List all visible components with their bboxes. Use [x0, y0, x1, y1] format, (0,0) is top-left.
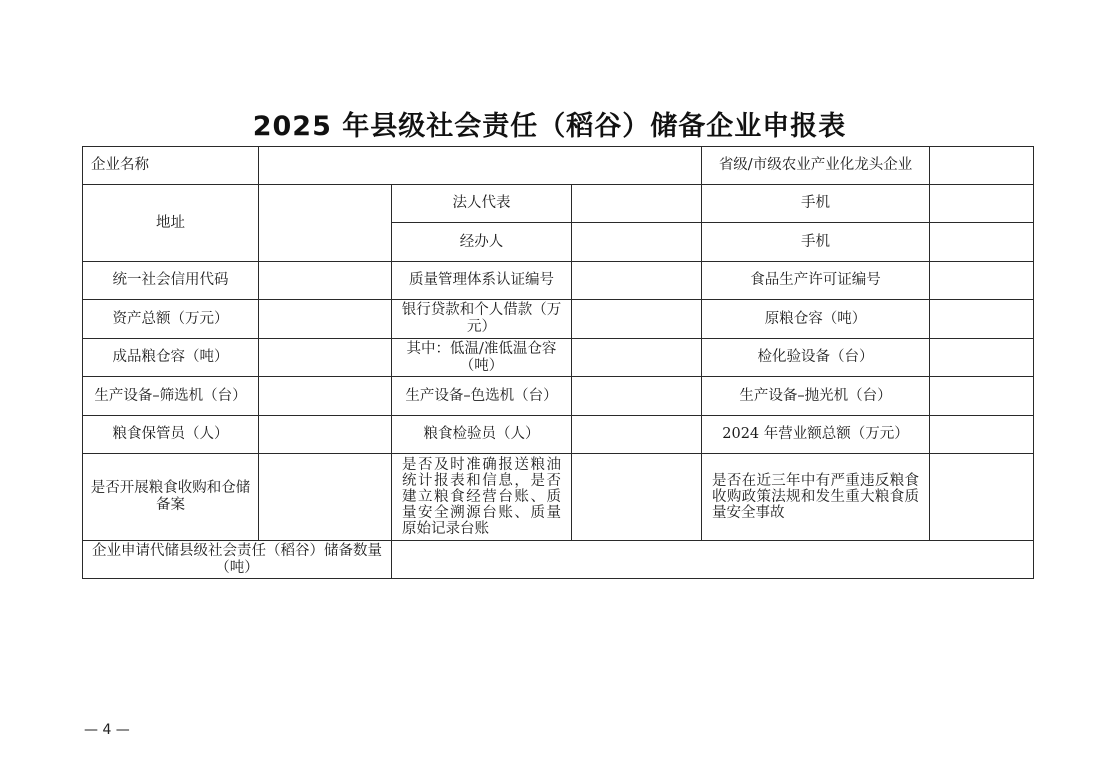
phone-field-2[interactable]: [930, 223, 1034, 262]
quality-cert-label: 质量管理体系认证编号: [392, 262, 572, 300]
phone-label-1: 手机: [702, 185, 930, 223]
screening-machine-label: 生产设备–筛选机（台）: [83, 377, 259, 416]
leading-enterprise-field[interactable]: [930, 147, 1034, 185]
purchase-storage-field[interactable]: [259, 454, 392, 541]
testing-equipment-field[interactable]: [930, 339, 1034, 377]
credit-code-label: 统一社会信用代码: [83, 262, 259, 300]
handler-field[interactable]: [572, 223, 702, 262]
inspectors-label: 粮食检验员（人）: [392, 416, 572, 454]
table-row: [83, 147, 1034, 185]
finished-grain-capacity-field[interactable]: [259, 339, 392, 377]
application-form-table: [82, 146, 1034, 579]
legal-rep-field[interactable]: [572, 185, 702, 223]
screening-machine-field[interactable]: [259, 377, 392, 416]
total-assets-label: 资产总额（万元）: [83, 300, 259, 339]
food-license-field[interactable]: [930, 262, 1034, 300]
legal-rep-label: 法人代表: [392, 185, 572, 223]
total-assets-field[interactable]: [259, 300, 392, 339]
handler-label: 经办人: [392, 223, 572, 262]
revenue-label: 2024 年营业额总额（万元）: [702, 416, 930, 454]
phone-field-1[interactable]: [930, 185, 1034, 223]
testing-equipment-label: 检化验设备（台）: [702, 339, 930, 377]
finished-grain-capacity-label: 成品粮仓容（吨）: [83, 339, 259, 377]
table-row: [83, 541, 1034, 579]
color-sorter-field[interactable]: [572, 377, 702, 416]
table-row: [83, 454, 1034, 541]
low-temp-capacity-field[interactable]: [572, 339, 702, 377]
raw-grain-capacity-label: 原粮仓容（吨）: [702, 300, 930, 339]
company-name-field[interactable]: [259, 147, 702, 185]
table-row: [83, 262, 1034, 300]
reserve-quantity-field[interactable]: [392, 541, 1034, 579]
table-row: [83, 300, 1034, 339]
credit-code-field[interactable]: [259, 262, 392, 300]
leading-enterprise-label: 省级/市级农业产业化龙头企业: [702, 147, 930, 185]
inspectors-field[interactable]: [572, 416, 702, 454]
keepers-field[interactable]: [259, 416, 392, 454]
revenue-field[interactable]: [930, 416, 1034, 454]
table-row: [83, 185, 1034, 223]
statistics-field[interactable]: [572, 454, 702, 541]
page-title: 2025 年县级社会责任（稻谷）储备企业申报表: [252, 111, 847, 142]
violations-label: 是否在近三年中有严重违反粮食收购政策法规和发生重大粮食质量安全事故: [702, 454, 930, 541]
table-row: [83, 377, 1034, 416]
address-field[interactable]: [259, 185, 392, 262]
table-row: [83, 339, 1034, 377]
statistics-label: 是否及时准确报送粮油统计报表和信息，是否建立粮食经营台账、质量安全溯源台账、质量原始记录台账: [392, 454, 572, 541]
polisher-label: 生产设备–抛光机（台）: [702, 377, 930, 416]
quality-cert-field[interactable]: [572, 262, 702, 300]
reserve-quantity-label: 企业申请代储县级社会责任（稻谷）储备数量（吨）: [83, 541, 392, 579]
color-sorter-label: 生产设备–色选机（台）: [392, 377, 572, 416]
raw-grain-capacity-field[interactable]: [930, 300, 1034, 339]
food-license-label: 食品生产许可证编号: [702, 262, 930, 300]
loans-label: 银行贷款和个人借款（万元）: [392, 300, 572, 339]
keepers-label: 粮食保管员（人）: [83, 416, 259, 454]
page-number: — 4 —: [84, 722, 130, 738]
loans-field[interactable]: [572, 300, 702, 339]
purchase-storage-label: 是否开展粮食收购和仓储备案: [83, 454, 259, 541]
address-label: 地址: [83, 185, 259, 262]
company-name-label: 企业名称: [83, 147, 259, 185]
table-row: [83, 416, 1034, 454]
phone-label-2: 手机: [702, 223, 930, 262]
low-temp-capacity-label: 其中：低温/准低温仓容（吨）: [392, 339, 572, 377]
violations-field[interactable]: [930, 454, 1034, 541]
polisher-field[interactable]: [930, 377, 1034, 416]
